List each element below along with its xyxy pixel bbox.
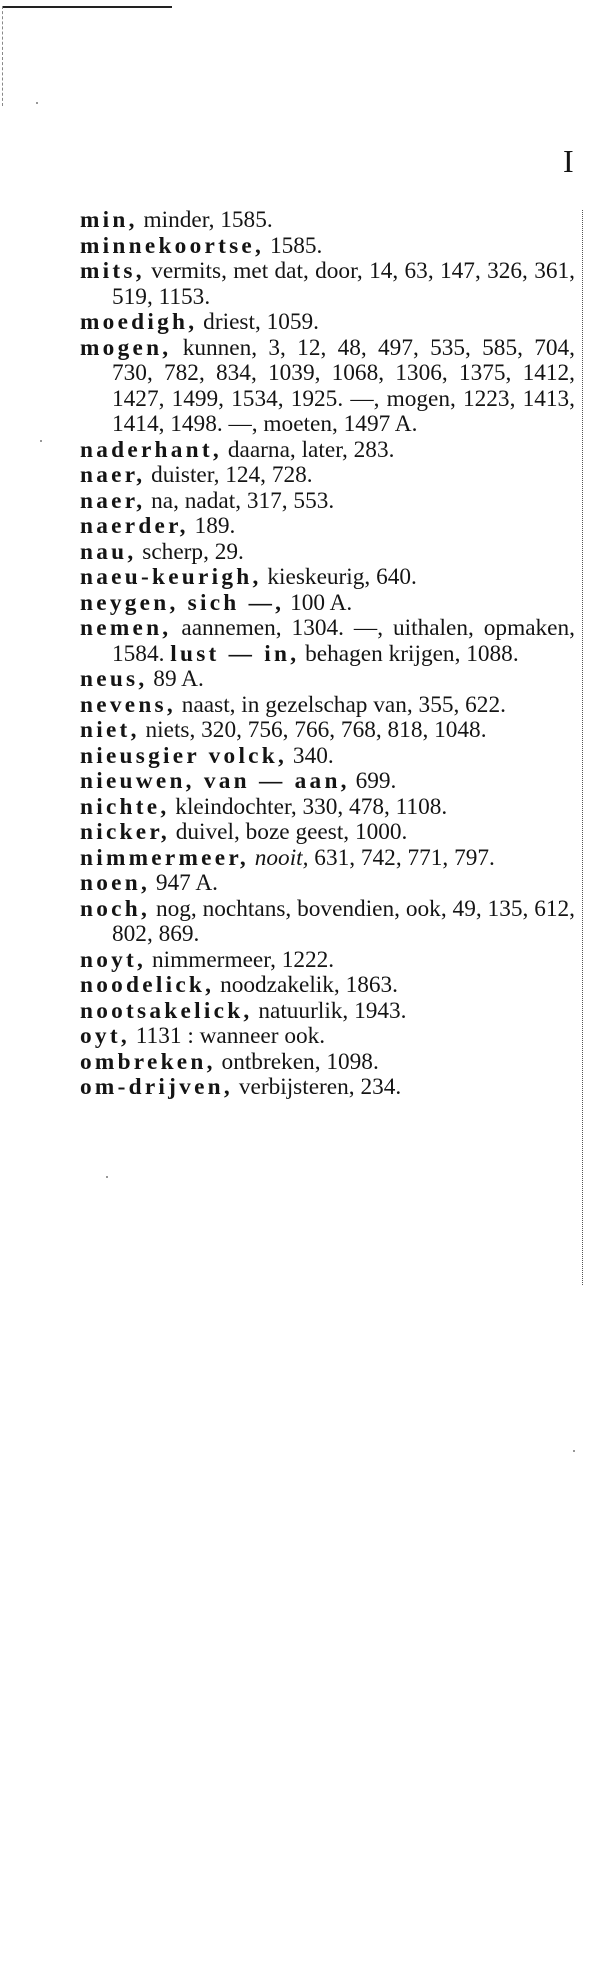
glossary-entry [80,310,575,336]
entry-headword: min, [80,207,138,233]
glossary-entry [80,718,575,744]
glossary-entry [80,693,575,719]
entry-definition: ontbreken, 1098. [215,1048,379,1075]
glossary-entry [80,438,575,464]
entry-headword: nootsakelick, [80,997,253,1024]
entry-headword: om-drijven, [80,1074,233,1100]
glossary-entry [80,973,575,999]
entry-definition-italic: nooit, [248,844,309,871]
entry-headword: mits, [80,258,145,284]
entry-definition: duister, 124, 728. [145,462,313,488]
glossary-entry [80,846,575,872]
entry-definition: 699. [349,768,397,794]
scan-speck [106,1176,108,1178]
entry-definition: kieskeurig, 640. [261,564,417,590]
entry-headword: nicker, [80,819,170,845]
entry-definition: naast, in gezelschap van, 355, 622. [175,691,506,718]
entry-definition: nimmermeer, 1222. [146,946,335,973]
entry-definition: niets, 320, 756, 766, 768, 818, 1048. [139,717,487,743]
entry-definition: 1131 : wanneer ook. [129,1023,326,1049]
page-corner-rule [2,6,172,8]
entry-headword: neygen, sich —, [80,589,285,616]
entry-headword: noen, [80,870,151,896]
glossary-entry [80,744,575,770]
entry-definition: 189. [188,513,236,539]
glossary-entry [80,591,575,617]
glossary-entry [80,769,575,795]
entry-definition: na, nadat, 317, 553. [145,487,335,514]
glossary-entry [80,948,575,974]
glossary-entry [80,336,575,438]
entry-headword: nemen, [80,615,172,641]
right-margin-rule [582,210,583,1285]
entry-headword: nieusgier volck, [80,742,288,769]
glossary-entry [80,616,575,667]
entry-headword: niet, [80,717,140,743]
entry-definition: aannemen, 1304. —, uithalen, opmaken, 1584. [112,615,575,667]
entry-definition: vermits, met dat, door, 14, 63, 147, 326, 361, 519, 1153. [112,258,575,310]
entry-definition: noodzakelik, 1863. [214,972,398,998]
glossary-entry-list [80,208,575,1101]
entry-definition: 947 A. [150,870,219,896]
entry-headword: neus, [80,666,148,692]
entry-definition: driest, 1059. [197,309,320,335]
entry-headword: naerder, [80,513,189,539]
scan-speck [36,102,38,104]
entry-headword: nichte, [80,793,170,820]
glossary-entry [80,514,575,540]
entry-definition: minder, 1585. [137,207,273,233]
entry-headword: noyt, [80,946,147,973]
entry-definition: scherp, 29. [136,538,244,565]
entry-definition: kleindochter, 330, 478, 1108. [169,793,448,820]
entry-definition: 100 A. [284,589,353,616]
entry-definition: 631, 742, 771, 797. [308,844,495,871]
entry-headword: minnekoortse, [80,232,265,259]
entry-definition: natuurlik, 1943. [252,997,407,1024]
glossary-entry [80,565,575,591]
entry-headword: noch, [80,895,151,922]
glossary-entry [80,871,575,897]
glossary-entry [80,208,575,234]
glossary-entry [80,667,575,693]
entry-definition: 340. [287,742,334,769]
entry-definition: kunnen, 3, 12, 48, 497, 535, 585, 704, 730, 782, 834, 1039, 1068, 1306, 1375, 1412, 1427, 1499, 1534, 1925. —, mogen, 1223, 1413, 1414, 1498. —, moeten, 1497 A. [112,334,575,437]
glossary-entry [80,234,575,260]
entry-headword: naderhant, [80,436,223,463]
entry-headword: naer, [80,487,146,514]
entry-headword: naeu-keurigh, [80,564,262,590]
page-number: I [563,143,574,179]
entry-headword: oyt, [80,1023,130,1049]
entry-headword: ombreken, [80,1048,216,1075]
scan-speck [40,440,42,442]
glossary-entry [80,897,575,948]
entry-definition: daarna, later, 283. [222,436,395,463]
entry-subheadword: lust — in, [170,640,300,667]
glossary-entry [80,1050,575,1076]
entry-definition: duivel, boze geest, 1000. [169,819,408,845]
glossary-entry [80,999,575,1025]
glossary-entry [80,540,575,566]
entry-headword: nimmermeer, [80,844,249,871]
entry-definition: verbijsteren, 234. [233,1074,402,1100]
glossary-entry [80,820,575,846]
glossary-entry [80,259,575,310]
entry-definition: 89 A. [147,666,204,692]
glossary-entry [80,1024,575,1050]
page-corner-edge [2,6,4,106]
glossary-entry [80,463,575,489]
scan-speck [573,1450,575,1452]
entry-headword: nau, [80,538,137,565]
entry-headword: nevens, [80,691,176,718]
glossary-entry [80,1075,575,1101]
entry-headword: moedigh, [80,309,198,335]
entry-headword: naer, [80,462,146,488]
glossary-entry [80,795,575,821]
entry-headword: nieuwen, van — aan, [80,768,350,794]
glossary-entry [80,489,575,515]
entry-headword: noodelick, [80,972,215,998]
entry-headword: mogen, [80,334,172,361]
entry-subdefinition: behagen krijgen, 1088. [299,640,519,667]
entry-definition: nog, nochtans, bovendien, ook, 49, 135, 612, 802, 869. [112,895,575,947]
entry-definition: 1585. [264,232,323,259]
